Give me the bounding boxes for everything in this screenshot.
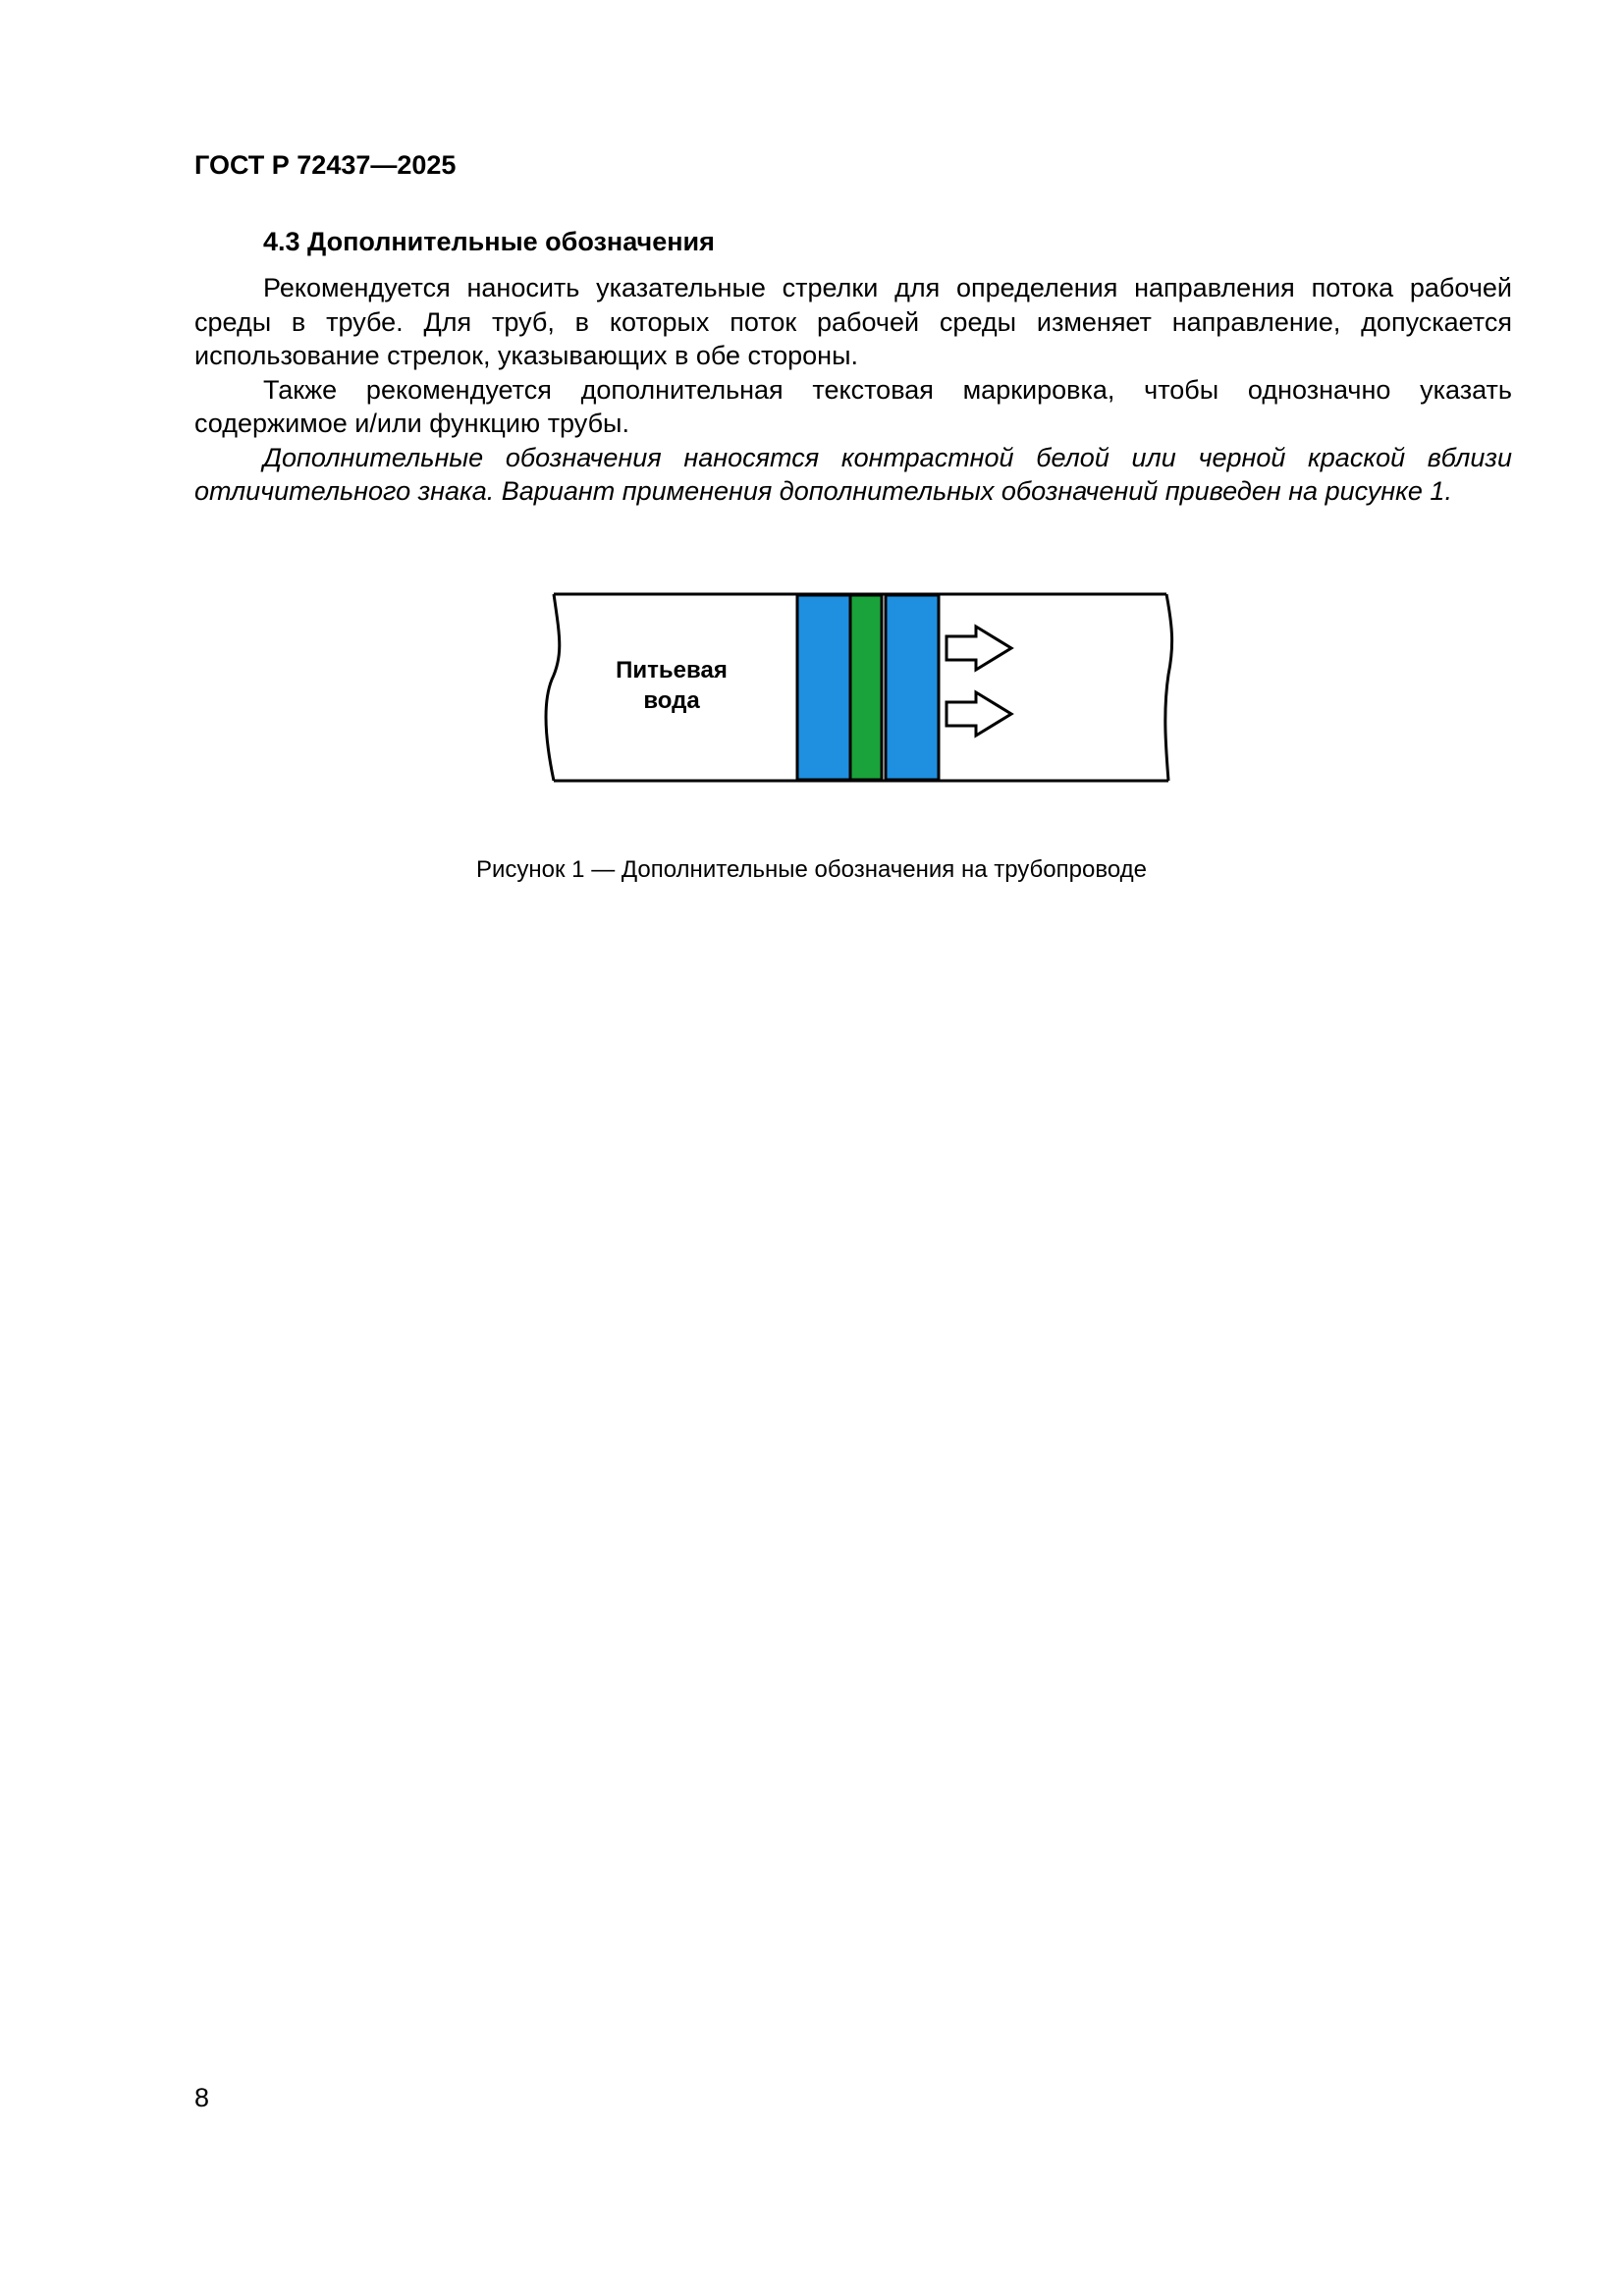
figure-pipeline (538, 586, 1176, 793)
section-heading: 4.3 Дополнительные обозначения (263, 227, 715, 256)
right-outline-arrow-icon (947, 627, 1011, 670)
right-outline-arrow-icon (947, 692, 1011, 736)
band-green (850, 595, 882, 780)
pipe-label-line2: вода (643, 687, 700, 714)
pipe-diagram (538, 586, 1176, 793)
paragraph-text-marking: Также рекомендуется дополнительная текстовая маркировка, чтобы однозначно указать содержимое и/или функцию трубы. (194, 374, 1512, 438)
band-blue-left (797, 595, 850, 780)
document-header: ГОСТ Р 72437—2025 (194, 150, 457, 180)
section-body (194, 271, 1512, 509)
pipe-label-line1: Питьевая (616, 657, 728, 683)
paragraph-arrows: Рекомендуется наносить указательные стрелки для определения направления потока рабочей среды в трубе. Для труб, в которых поток рабочей среды изменяет направление, допускается использование стрелок, указывающих в обе стороны. (194, 273, 1512, 370)
paragraph-additional-marks: Дополнительные обозначения наносятся контрастной белой или черной краской вблизи отличительного знака. Вариант применения дополнительных обозначений приведен на рисунке 1. (194, 442, 1512, 506)
pipe-left-break (546, 594, 560, 781)
pipe-right-break (1165, 594, 1172, 781)
page-number: 8 (194, 2083, 210, 2112)
band-blue-right (886, 595, 939, 780)
figure-caption: Рисунок 1 — Дополнительные обозначения на трубопроводе (476, 856, 1147, 883)
